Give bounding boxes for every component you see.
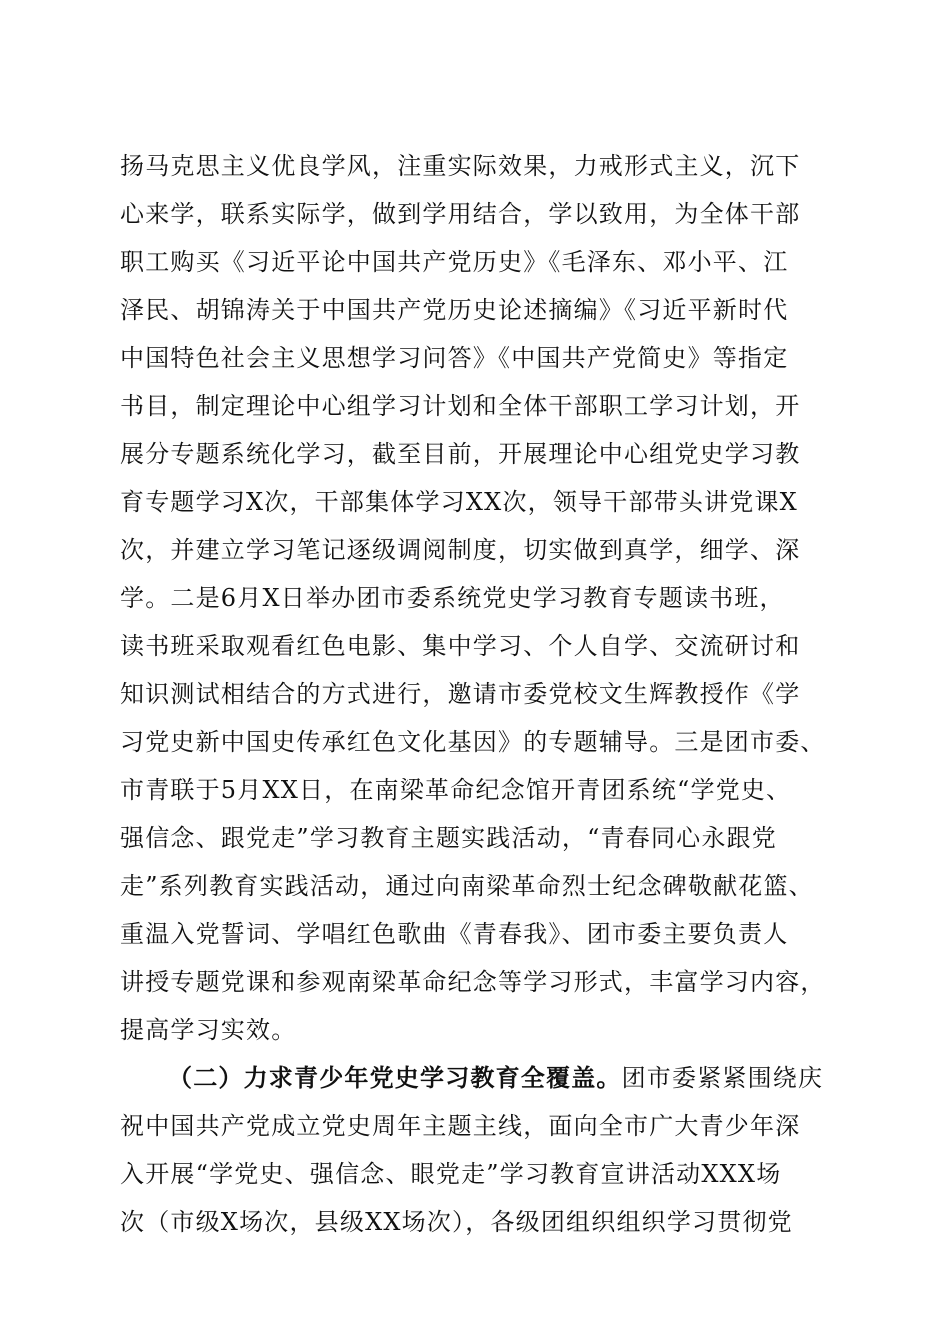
paragraph-line: 书目，制定理论中心组学习计划和全体干部职工学习计划，开 bbox=[120, 392, 801, 420]
paragraph-line: 提高学习实效。 bbox=[120, 1016, 297, 1044]
paragraph-line: 心来学，联系实际学，做到学用结合，学以致用，为全体干部 bbox=[120, 200, 801, 228]
paragraph-line: 中国特色社会主义思想学习问答》《中国共产党简史》等指定 bbox=[120, 344, 789, 372]
paragraph-line: 扬马克思主义优良学风，注重实际效果，力戒形式主义，沉下 bbox=[120, 152, 801, 180]
paragraph-line: 泽民、胡锦涛关于中国共产党历史论述摘编》《习近平新时代 bbox=[120, 296, 789, 324]
paragraph-line: 走”系列教育实践活动，通过向南梁革命烈士纪念碑敬献花篮、 bbox=[120, 872, 814, 900]
paragraph-line: 讲授专题党课和参观南梁革命纪念等学习形式，丰富学习内容， bbox=[120, 968, 826, 996]
section-heading: （二）力求青少年党史学习教育全覆盖。 bbox=[168, 1063, 622, 1092]
paragraph-line: 学。二是6月X日举办团市委系统党史学习教育专题读书班， bbox=[120, 584, 785, 612]
paragraph-line: 知识测试相结合的方式进行，邀请市委党校文生辉教授作《学 bbox=[120, 680, 801, 708]
section-heading-rest: 团市委紧紧围绕庆 bbox=[621, 1064, 824, 1092]
paragraph-line: 读书班采取观看红色电影、集中学习、个人自学、交流研讨和 bbox=[120, 632, 801, 660]
paragraph-line: 祝中国共产党成立党史周年主题主线，面向全市广大青少年深 bbox=[120, 1112, 801, 1140]
paragraph-line: 职工购买《习近平论中国共产党历史》《毛泽东、邓小平、江 bbox=[120, 248, 789, 276]
paragraph-line: 入开展“学党史、强信念、眼党走”学习教育宣讲活动XXX场 bbox=[120, 1160, 782, 1188]
paragraph-line: 重温入党誓词、学唱红色歌曲《青春我》、团市委主要负责人 bbox=[120, 920, 789, 948]
paragraph-line: 市青联于5月XX日，在南梁革命纪念馆开青团系统“学党史、 bbox=[120, 776, 792, 804]
section-heading-line bbox=[168, 1054, 850, 1102]
paragraph-line: 次（市级X场次，县级XX场次），各级团组织组织学习贯彻党 bbox=[120, 1208, 793, 1236]
paragraph-line: 展分专题系统化学习，截至目前，开展理论中心组党史学习教 bbox=[120, 440, 801, 468]
paragraph-line: 育专题学习X次，干部集体学习XX次，领导干部带头讲党课X bbox=[120, 488, 798, 516]
paragraph-line: 习党史新中国史传承红色文化基因》的专题辅导。三是团市委、 bbox=[120, 728, 826, 756]
paragraph-line: 强信念、跟党走”学习教育主题实践活动，“青春同心永跟党 bbox=[120, 824, 777, 852]
paragraph-line: 次，并建立学习笔记逐级调阅制度，切实做到真学，细学、深 bbox=[120, 536, 801, 564]
